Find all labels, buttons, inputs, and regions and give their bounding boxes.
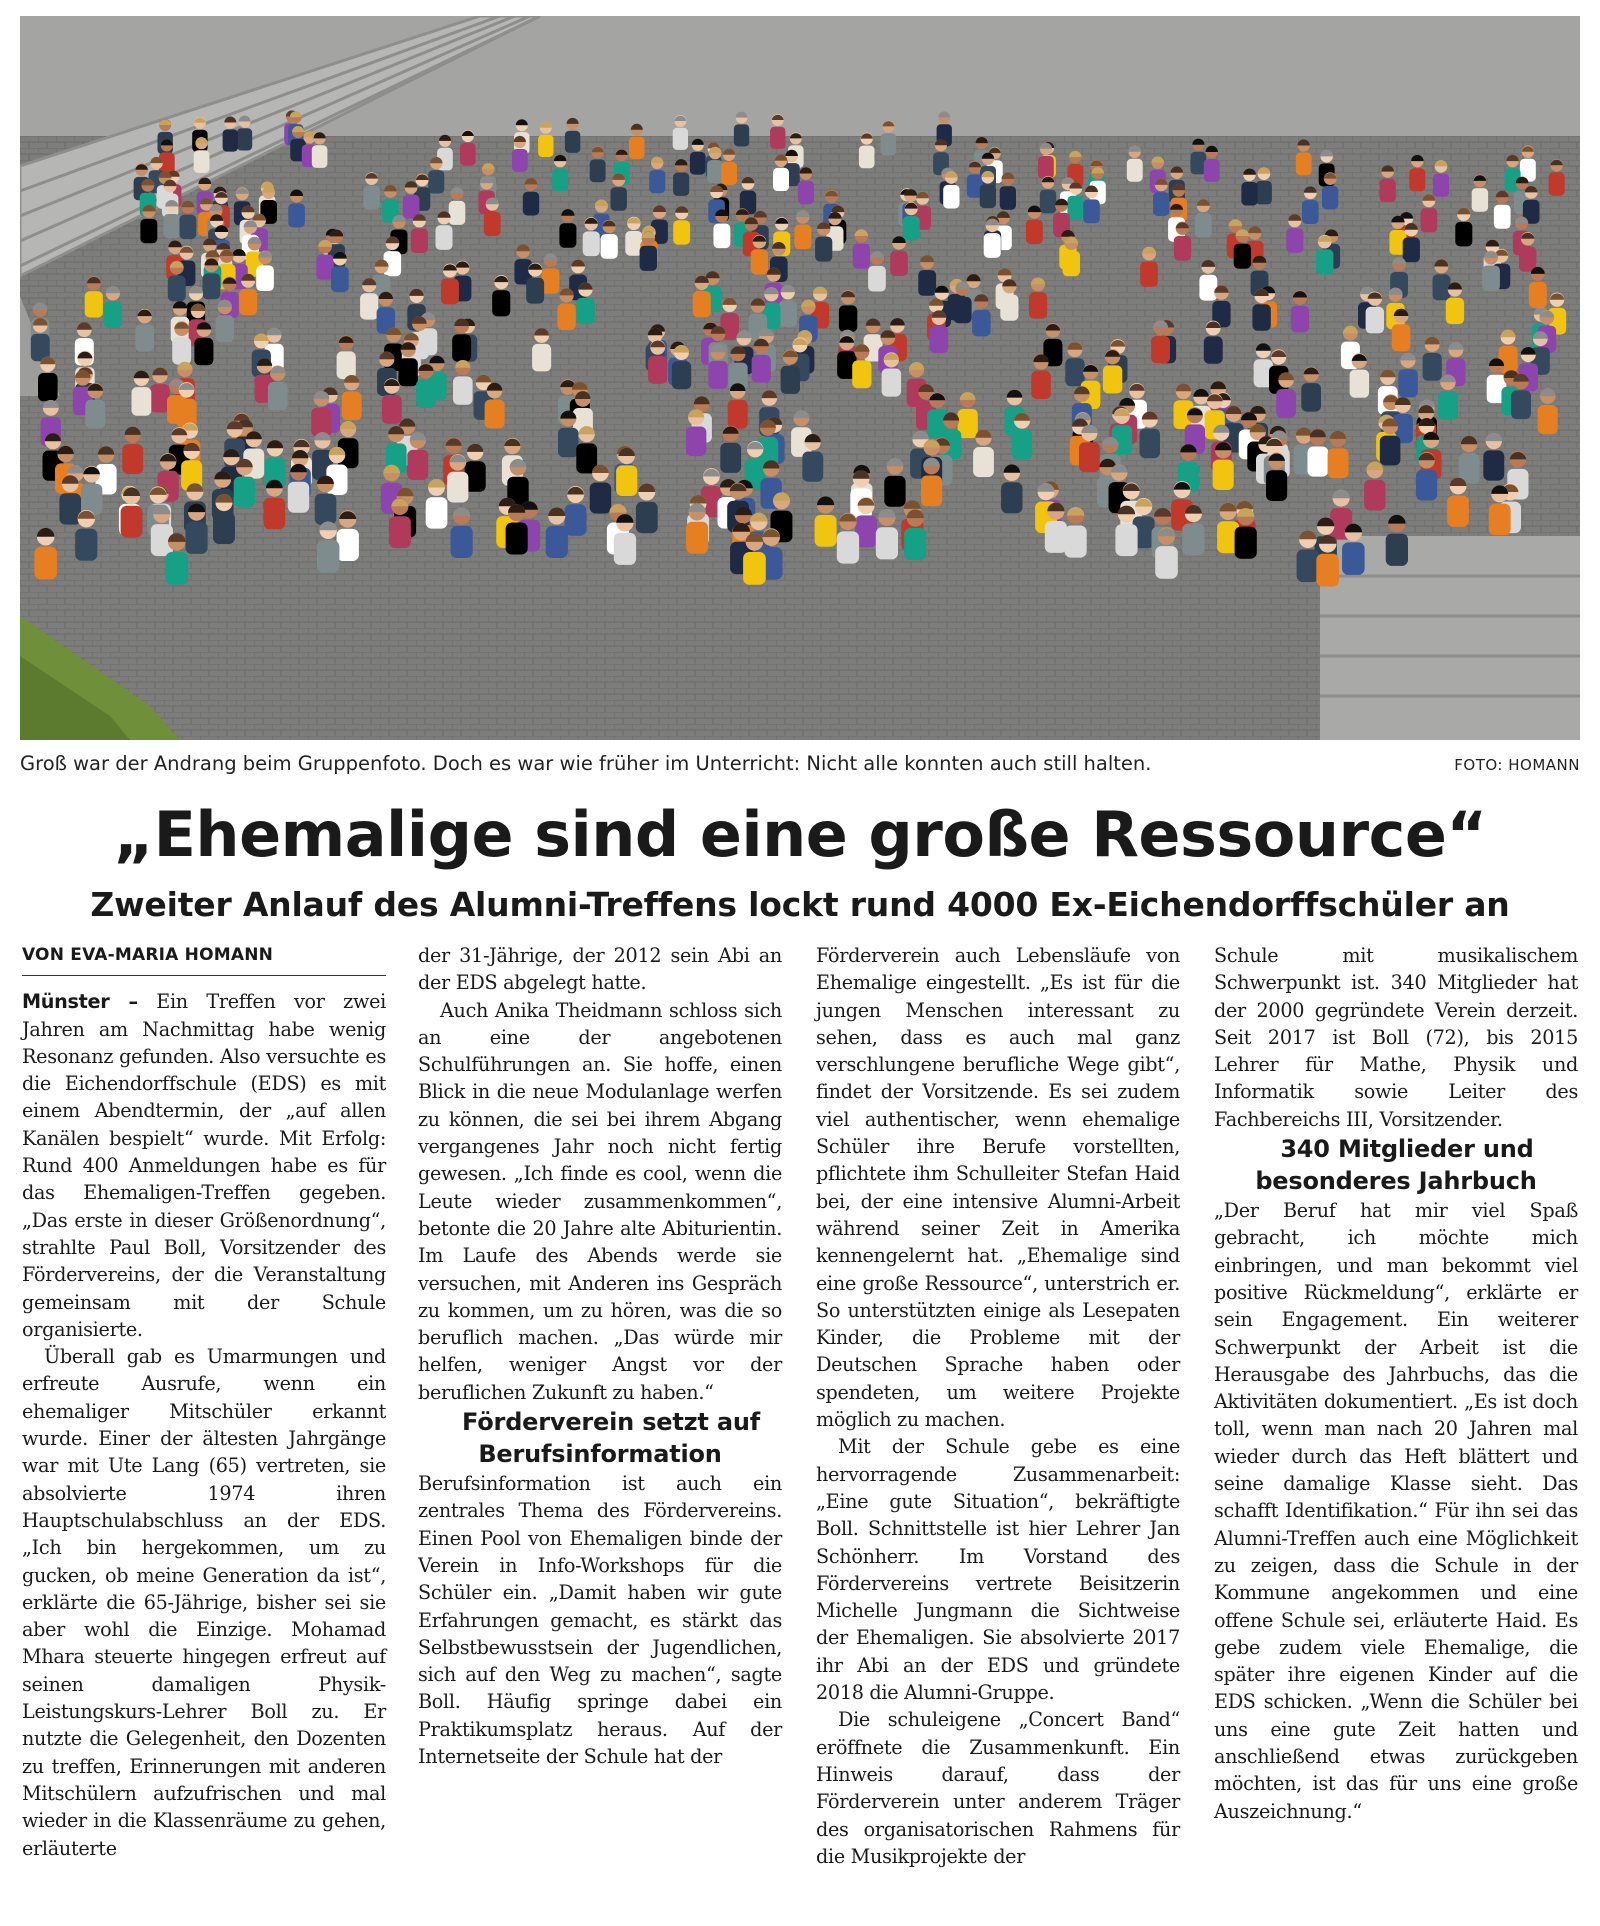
person-body <box>884 476 905 507</box>
person-body <box>734 124 749 146</box>
person-body <box>1000 186 1016 210</box>
person-body <box>135 325 154 352</box>
person-body <box>1538 405 1558 434</box>
person-body <box>558 428 579 458</box>
person-body <box>264 498 286 529</box>
person-body <box>163 214 180 238</box>
person-body <box>614 533 636 565</box>
person-body <box>132 387 152 416</box>
person-body <box>794 225 811 250</box>
person-body <box>890 251 908 276</box>
person-body <box>713 224 730 249</box>
person-body <box>523 192 539 216</box>
person-body <box>288 203 305 227</box>
photo-credit: FOTO: HOMANN <box>1454 756 1580 774</box>
person-body <box>1301 383 1321 412</box>
person-body <box>752 355 771 383</box>
person-body <box>315 494 337 525</box>
paragraph: Münster – Ein Treffen vor zwei Jahren am Nachmittag habe wenig Resonanz gefunden. Also versuchte es die Eichendorffschule (EDS) es mit einem Abendtermin, der „auf allen Kanälen bespielt“ wurde. Mit Erfolg: Rund 400 Anmeldungen habe es für das Ehemaligen-Treffen gegeben. „Das erste in dieser Größenordnung“, strahlte Paul Boll, Vorsitzender des Fördervereins, der die Veranstaltung gemeinsam mit der Schule organisierte. <box>22 990 386 1341</box>
person-body <box>1380 436 1401 466</box>
paragraph: Mit der Schule gebe es eine hervorragende Zusammenarbeit: „Eine gute Situation“, bekräftigte Boll. Schnittstelle ist hier Lehrer Jan Schönherr. Im Vorstand des Fördervereins vertrete Beisitzerin Michelle Jungmann die Sichtweise der Ehemaligen. Sie absolvierte 2017 ihr Abi an der EDS und gründete 2018 die Alumni-Gruppe. <box>816 1435 1180 1705</box>
person-body <box>360 293 378 319</box>
person-body <box>1519 247 1536 272</box>
person-body <box>1433 174 1449 197</box>
person-body <box>1151 336 1170 363</box>
person-body <box>852 360 871 388</box>
person-body <box>389 516 411 548</box>
dateline: Münster – <box>22 990 138 1014</box>
headline: „Ehemalige sind eine große Ressource“ <box>113 798 1487 871</box>
person-body <box>194 338 213 365</box>
person-body <box>1031 371 1051 399</box>
person-body <box>441 279 459 305</box>
person-body <box>1433 274 1451 300</box>
person-body <box>868 266 886 292</box>
person-body <box>672 361 691 389</box>
person-body <box>1364 480 1385 511</box>
person-body <box>559 223 576 248</box>
person-body <box>75 529 97 561</box>
person-body <box>601 234 618 259</box>
person-body <box>743 552 766 585</box>
person-body <box>565 131 580 153</box>
person-body <box>815 515 837 547</box>
person-body <box>1001 482 1022 513</box>
person-body <box>1155 546 1178 579</box>
person-body <box>1140 429 1161 459</box>
person-body <box>980 185 996 209</box>
person-body <box>1213 460 1234 490</box>
person-body <box>542 268 560 294</box>
person-body <box>150 384 170 413</box>
article-column-3 <box>816 942 1180 1870</box>
person-body <box>168 276 186 302</box>
person-body <box>1235 527 1257 559</box>
person-body <box>837 531 859 563</box>
person-body <box>708 361 727 389</box>
person-body <box>1065 526 1087 558</box>
person-body <box>453 376 473 404</box>
person-body <box>1115 524 1137 556</box>
person-body <box>268 382 288 411</box>
person-body <box>779 300 797 326</box>
person-body <box>234 477 255 508</box>
person-body <box>1511 390 1531 419</box>
person-body <box>213 512 235 544</box>
person-body <box>1256 181 1272 205</box>
person-body <box>216 315 235 342</box>
person-body <box>1416 470 1437 501</box>
person-body <box>1296 153 1312 176</box>
person-body <box>583 231 600 256</box>
person-body <box>882 369 902 397</box>
person-body <box>673 173 689 196</box>
person-body <box>411 228 428 253</box>
person-body <box>1040 190 1056 214</box>
person-body <box>751 249 768 274</box>
person-body <box>876 527 898 559</box>
person-body <box>172 337 191 364</box>
person-body <box>288 482 309 513</box>
person-body <box>1483 450 1504 480</box>
author-byline: VON EVA-MARIA HOMANN <box>22 942 386 976</box>
person-body <box>1079 442 1100 472</box>
person-body <box>1380 179 1396 202</box>
person-body <box>186 522 208 554</box>
person-body <box>1421 208 1438 232</box>
person-body <box>532 344 551 372</box>
person-body <box>485 400 505 429</box>
person-body <box>576 298 594 324</box>
person-body <box>1328 448 1349 478</box>
person-body <box>1140 261 1158 287</box>
group-photo <box>20 16 1580 740</box>
person-body <box>1316 554 1339 587</box>
person-body <box>203 273 221 299</box>
person-body <box>81 484 103 515</box>
person-body <box>331 267 349 293</box>
person-body <box>629 137 645 159</box>
person-body <box>853 244 870 269</box>
person-body <box>720 443 741 473</box>
person-body <box>918 270 936 296</box>
article-column-4 <box>1214 942 1578 1825</box>
person-body <box>590 483 612 514</box>
person-body <box>452 334 471 361</box>
person-body <box>1386 534 1408 566</box>
person-body <box>781 366 800 394</box>
person-body <box>407 450 428 480</box>
person-body <box>802 452 823 482</box>
person-body <box>1447 496 1469 527</box>
person-body <box>239 289 257 315</box>
person-body <box>953 297 971 323</box>
person-body <box>690 152 706 175</box>
person-body <box>930 326 949 353</box>
person-body <box>180 215 197 239</box>
person-body <box>798 181 814 205</box>
person-body <box>1000 295 1018 321</box>
person-body <box>34 547 57 580</box>
person-body <box>121 506 143 538</box>
person-body <box>1266 470 1287 501</box>
person-body <box>337 351 356 379</box>
person-body <box>673 220 690 244</box>
article-column-2 <box>418 942 782 1770</box>
person-body <box>342 392 362 421</box>
person-body <box>973 447 994 477</box>
person-body <box>921 476 942 507</box>
person-body <box>1472 188 1488 212</box>
person-body <box>1549 172 1565 195</box>
person-body <box>686 427 707 457</box>
person-body <box>1026 220 1043 244</box>
person-body <box>1297 549 1320 582</box>
person-body <box>436 225 453 250</box>
person-body <box>1012 430 1032 460</box>
person-body <box>122 444 143 474</box>
person-body <box>1103 365 1122 393</box>
person-body <box>1083 199 1100 223</box>
person-body <box>1063 251 1081 276</box>
person-body <box>904 528 926 560</box>
person-body <box>903 216 920 240</box>
section-subtitle: Förderverein setzt auf Berufsinformation <box>462 1408 760 1469</box>
person-body <box>1302 200 1319 224</box>
person-body <box>1392 324 1411 351</box>
person-body <box>1403 237 1420 262</box>
person-body <box>85 291 103 317</box>
person-body <box>399 358 418 386</box>
person-body <box>1342 542 1365 575</box>
person-body <box>1174 236 1191 261</box>
person-body <box>1286 228 1303 253</box>
person-body <box>364 186 380 210</box>
person-body <box>1153 192 1169 216</box>
person-body <box>1322 186 1338 210</box>
person-body <box>447 472 468 503</box>
person-body <box>815 237 832 262</box>
person-body <box>416 380 436 408</box>
person-body <box>707 160 723 183</box>
person-body <box>686 522 708 554</box>
person-body <box>972 310 991 337</box>
person-body <box>1423 353 1442 381</box>
person-body <box>673 128 688 150</box>
person-body <box>1350 370 1370 398</box>
article-column-1 <box>22 942 386 1862</box>
person-body <box>38 373 58 401</box>
paragraph: Überall gab es Umarmungen und erfreute Ausrufe, wenn ein ehemaliger Mitschüler erkannt wurde. Einer der ältesten Jahrgänge war mit Ute Lang (65) vertreten, sie absolvierte 1974 ihren Hauptschulabschluss an der EDS. „Ich bin hergekommen, um zu gucken, ob meine Generation da ist“, erklärte die 65-Jährige, bisher sei sie aber wohl die Einzige. Mohamad Mhara steuerte hingegen erfreut auf seinen damaligen Physik-Leistungskurs-Lehrer Boll zu. Er nutzte die Gelegenheit, den Dozenten zu treffen, Erinnerungen mit anderen Mitschülern aufzufrischen und mal wieder in die Klassenräume zu gehen, erläuterte <box>22 1345 386 1860</box>
person-body <box>728 400 748 429</box>
person-body <box>237 128 252 150</box>
person-body <box>881 133 896 155</box>
person-body <box>859 146 875 169</box>
person-body <box>552 168 568 191</box>
person-body <box>526 278 544 304</box>
paragraph: Die schuleigene „Concert Band“ eröffnete die Zusammenkunft. Ein Hinweis darauf, dass der Förderverein unter anderem Träger des organisatorischen Rahmens für die Musikprojekte der <box>816 1708 1180 1868</box>
person-body <box>506 523 528 555</box>
person-body <box>565 504 587 536</box>
paragraph: Berufsinformation ist auch ein zentrales Thema des Fördervereins. Einen Pool von Ehemaligen binde der Verein in Info-Workshops für die Schüler ein. „Damit haben wir gute Erfahrungen gemacht, es stärkt das Selbstbewusstsein der Jugendlichen, sich auf den Weg zu machen“, sagte Boll. Häufig springe dabei ein Praktikumsplatz heraus. Auf der Internetseite der Schule hat der <box>418 1472 782 1769</box>
person-body <box>1529 282 1547 308</box>
person-body <box>1308 447 1329 477</box>
person-body <box>1489 504 1511 535</box>
person-body <box>317 540 340 572</box>
person-body <box>256 265 274 291</box>
person-body <box>1455 222 1472 247</box>
person-body <box>1316 249 1333 274</box>
person-body <box>943 185 959 209</box>
person-body <box>640 246 657 271</box>
person-body <box>337 529 359 561</box>
person-body <box>538 135 553 157</box>
person-body <box>636 502 658 534</box>
paragraph: Förderverein auch Lebensläufe von Ehemalige eingestellt. „Es ist für die jungen Menschen interessant zu sehen, dass es auch mal ganz verschlungene berufliche Wege gibt“, findet der Vorsitzende. Es sei zudem viel authentischer, wenn ehemalige Schüler ihre Berufe vorstellten, pflichtete ihm Schulleiter Stefan Haid bei, der eine intensive Alumni-Arbeit während seiner Zeit in Amerika kennengelernt hat. „Ehemalige sind eine große Ressource“, unterstrich er. So unterstützten einige als Lesepaten Kinder, die Probleme mit der Deutschen Sprache haben oder spendeten, um weitere Projekte möglich zu machen. <box>816 944 1180 1432</box>
person-body <box>166 552 189 585</box>
person-body <box>382 395 402 424</box>
person-body <box>1182 523 1204 555</box>
person-body <box>1446 298 1464 324</box>
person-body <box>1067 196 1084 220</box>
person-body <box>1204 336 1223 363</box>
person-body <box>1398 369 1418 397</box>
person-body <box>839 305 857 332</box>
person-body <box>104 301 122 328</box>
photo-caption: Groß war der Andrang beim Gruppenfoto. Doch es war wie früher im Unterricht: Nicht alle konnten auch still halten. <box>20 752 1152 775</box>
person-body <box>140 219 157 243</box>
person-body <box>1438 391 1458 420</box>
person-body <box>648 356 667 384</box>
person-body <box>1204 159 1220 182</box>
person-body <box>984 233 1001 258</box>
person-body <box>512 149 528 172</box>
person-body <box>1241 182 1257 206</box>
person-body <box>1045 521 1067 553</box>
person-body <box>1127 159 1143 182</box>
person-body <box>194 150 210 173</box>
person-body <box>1029 292 1047 318</box>
person-body <box>590 159 606 182</box>
person-body <box>1234 244 1251 269</box>
person-body <box>1252 304 1270 331</box>
paragraph: Schule mit musikalischem Schwerpunkt ist. 340 Mitglieder hat der 2000 gegründete Verein derzeit. Seit 2017 ist Boll (72), bis 2015 Lehrer für Mathe, Physik und Informatik sowie Leiter des Fachbereichs III, Vorsitzender. <box>1214 944 1578 1131</box>
person-body <box>451 526 473 558</box>
person-body <box>1038 156 1054 179</box>
person-body <box>773 168 789 191</box>
person-body <box>611 187 627 211</box>
person-body <box>557 304 575 331</box>
person-body <box>223 129 238 151</box>
person-body <box>460 143 476 166</box>
person-body <box>426 497 448 528</box>
person-body <box>1276 389 1296 418</box>
paragraph: Auch Anika Theidmann schloss sich an eine der angebotenen Schulführungen an. Sie hoffe, einen Blick in die neue Modulanlage werfen zu können, die sei bei ihrem Abgang vergangenes Jahr noch nicht fertig gewesen. „Ich finde es cool, wenn die Leute wieder zusammenkommen“, betonte die 20 Jahre alte Abiturientin. Im Laufe des Abends werde sie versuchen, mit Anderen ins Gespräch zu kommen, um zu hören, was die so beruflich machen. „Das würde mir helfen, weniger Angst vor der beruflichen Zukunft zu haben.“ <box>418 998 782 1404</box>
paragraph: der 31-Jährige, der 2012 sein Abi an der EDS abgelegt hatte. <box>418 944 782 995</box>
person-body <box>693 291 711 317</box>
person-body <box>449 201 466 225</box>
person-body <box>770 127 785 149</box>
person-body <box>1195 213 1212 237</box>
person-body <box>492 290 510 316</box>
person-body <box>484 212 501 236</box>
person-body <box>1409 168 1425 191</box>
person-body <box>721 162 737 185</box>
person-body <box>312 145 328 168</box>
person-body <box>1366 307 1384 334</box>
person-body <box>616 465 637 496</box>
paragraph: „Der Beruf hat mir viel Spaß gebracht, ich möchte mich einbringen, und man bekommt viel positive Rückmeldung“, erklärte er sein Engagement. Ein weiterer Schwerpunkt der Arbeit ist die Herausgabe des Jahrbuchs, das die Aktivitäten dokumentiert. „Es ist doch toll, wenn man nach 20 Jahren mal wieder durch das Heft blättert und seine damalige Klasse sieht. Das schafft Identifikation.“ Für ihn sei das Alumni-Treffen auch eine Möglichkeit zu zeigen, dass die Schule in der Kommune angekommen und eine offene Schule sei, erläuterte Haid. Es gebe zudem viele Ehemalige, die später ihre eigenen Kinder auf die EDS schicken. „Wenn die Schüler bei uns eine gute Zeit hatten und anschließend etwas zurückgeben möchten, ist das für uns eine große Auszeichnung.“ <box>1214 1199 1578 1823</box>
subheadline: Zweiter Anlauf des Alumni-Treffens lockt rund 4000 Ex-Eichendorffschüler an <box>90 885 1510 924</box>
person-body <box>649 170 665 193</box>
person-body <box>1199 275 1217 301</box>
person-body <box>428 170 444 193</box>
person-body <box>1494 205 1511 229</box>
person-body <box>546 526 568 558</box>
person-body <box>1291 306 1309 333</box>
person-body <box>85 400 105 429</box>
section-subtitle: 340 Mitglieder und besonderes Jahrbuch <box>1255 1135 1537 1196</box>
person-body <box>1482 266 1500 292</box>
person-body <box>1065 358 1084 386</box>
